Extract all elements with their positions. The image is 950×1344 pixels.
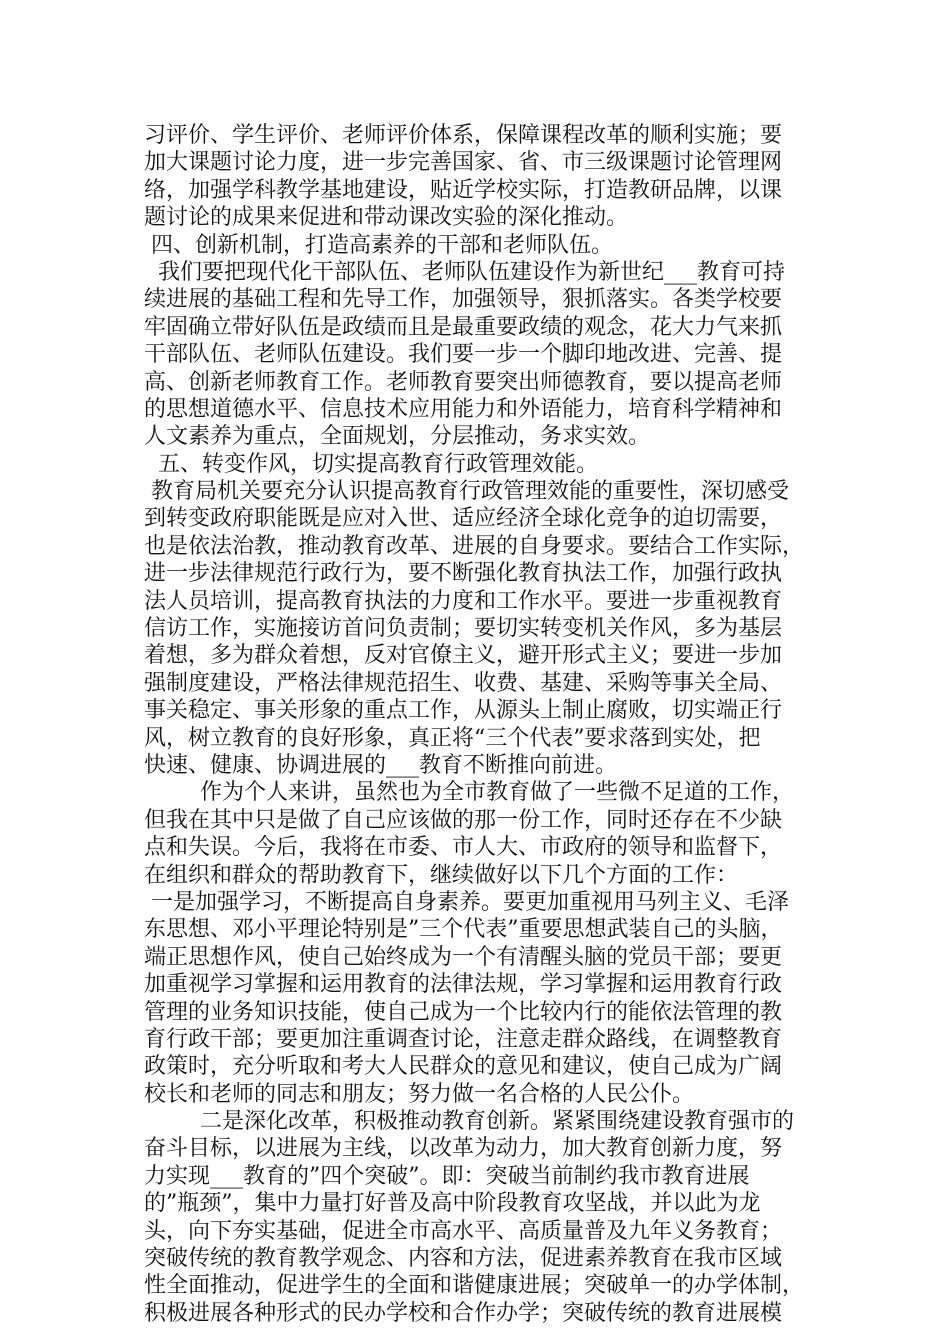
text-line: 加重视学习掌握和运用教育的法律法规，学习掌握和运用教育行政 bbox=[144, 972, 783, 998]
text-line: 端正思想作风，使自己始终成为一个有清醒头脑的党员干部；要更 bbox=[144, 944, 783, 970]
document-body bbox=[144, 122, 820, 1327]
text-line: 管理的业务知识技能，使自己成为一个比较内行的能依法管理的教 bbox=[144, 999, 783, 1025]
text-line: 我们要把现代化干部队伍、老师队伍建设作为新世纪___教育可持 bbox=[144, 259, 785, 285]
text-line: 一是加强学习，不断提高自身素养。要更加重视用马列主义、毛泽 bbox=[144, 889, 789, 915]
text-line: 到转变政府职能既是应对入世、适应经济全球化竞争的迫切需要， bbox=[144, 506, 783, 532]
text-line: 高、创新老师教育工作。老师教育要突出师德教育，要以提高老师 bbox=[144, 369, 783, 395]
text-line: 在组织和群众的帮助教育下，继续做好以下几个方面的工作： bbox=[144, 862, 739, 888]
text-line: 人文素养为重点，全面规划，分层推动，务求实效。 bbox=[144, 424, 651, 450]
text-line: 东思想、邓小平理论特别是”三个代表”重要思想武装自己的头脑， bbox=[144, 917, 783, 943]
text-line: 题讨论的成果来促进和带动课改实验的深化推动。 bbox=[144, 205, 629, 231]
text-line: 四、创新机制，打造高素养的干部和老师队伍。 bbox=[144, 232, 613, 258]
text-line: 点和失误。今后，我将在市委、市人大、市政府的领导和监督下， bbox=[144, 835, 783, 861]
text-line: 续进展的基础工程和先导工作，加强领导，狠抓落实。各类学校要 bbox=[144, 287, 783, 313]
text-line: 二是深化改革，积极推动教育创新。紧紧围绕建设教育强市的 bbox=[144, 1109, 794, 1135]
text-line: 政策时，充分听取和考大人民群众的意见和建议，使自己成为广阔 bbox=[144, 1054, 783, 1080]
text-line: 的”瓶颈”，集中力量打好普及高中阶段教育攻坚战，并以此为龙 bbox=[144, 1191, 761, 1217]
text-line: 教育局机关要充分认识提高教育行政管理效能的重要性，深切感受 bbox=[144, 479, 789, 505]
text-line: 信访工作，实施接访首问负责制；要切实转变机关作风，多为基层 bbox=[144, 616, 783, 642]
text-line: 络，加强学科教学基地建设，贴近学校实际，打造教研品牌，以课 bbox=[144, 177, 783, 203]
text-line: 奋斗目标，以进展为主线，以改革为动力，加大教育创新力度，努 bbox=[144, 1136, 783, 1162]
text-line: 加大课题讨论力度，进一步完善国家、省、市三级课题讨论管理网 bbox=[144, 150, 783, 176]
text-line: 头，向下夯实基础，促进全市高水平、高质量普及九年义务教育； bbox=[144, 1218, 783, 1244]
text-line: 五、转变作风，切实提高教育行政管理效能。 bbox=[144, 451, 598, 477]
text-line: 积极进展各种形式的民办学校和合作办学；突破传统的教育进展模 bbox=[144, 1300, 783, 1326]
text-line: 法人员培训，提高教育执法的力度和工作水平。要进一步重视教育 bbox=[144, 588, 783, 614]
text-line: 风，树立教育的良好形象，真正将“三个代表”要求落到实处，把 bbox=[144, 725, 761, 751]
text-line: 进一步法律规范行政行为，要不断强化教育执法工作，加强行政执 bbox=[144, 561, 783, 587]
text-line: 但我在其中只是做了自己应该做的那一份工作，同时还存在不少缺 bbox=[144, 807, 783, 833]
text-line: 育行政干部；要更加注重调查讨论，注意走群众路线，在调整教育 bbox=[144, 1026, 783, 1052]
text-line: 干部队伍、老师队伍建设。我们要一步一个脚印地改进、完善、提 bbox=[144, 342, 783, 368]
text-line: 习评价、学生评价、老师评价体系，保障课程改革的顺利实施；要 bbox=[144, 123, 783, 148]
text-line: 着想，多为群众着想，反对官僚主义，避开形式主义；要进一步加 bbox=[144, 643, 783, 669]
text-line: 突破传统的教育教学观念、内容和方法，促进素养教育在我市区域 bbox=[144, 1246, 783, 1272]
text-line: 的思想道德水平、信息技术应用能力和外语能力，培育科学精神和 bbox=[144, 396, 783, 422]
text-line: 强制度建设，严格法律规范招生、收费、基建、采购等事关全局、 bbox=[144, 670, 783, 696]
text-line: 性全面推动，促进学生的全面和谐健康进展；突破单一的办学体制， bbox=[144, 1273, 805, 1299]
text-line: 事关稳定、事关形象的重点工作，从源头上制止腐败，切实端正行 bbox=[144, 698, 783, 724]
text-line: 快速、健康、协调进展的___教育不断推向前进。 bbox=[144, 752, 618, 778]
text-line: 力实现___教育的”四个突破”。即：突破当前制约我市教育进展 bbox=[144, 1163, 750, 1189]
text-line: 牢固确立带好队伍是政绩而且是最重要政绩的观念，花大力气来抓 bbox=[144, 314, 783, 340]
text-line: 校长和老师的同志和朋友；努力做一名合格的人民公仆。 bbox=[144, 1081, 695, 1107]
text-line: 也是依法治教，推动教育改革、进展的自身要求。要结合工作实际， bbox=[144, 533, 805, 559]
text-line: 作为个人来讲，虽然也为全市教育做了一些微不足道的工作， bbox=[144, 780, 794, 806]
